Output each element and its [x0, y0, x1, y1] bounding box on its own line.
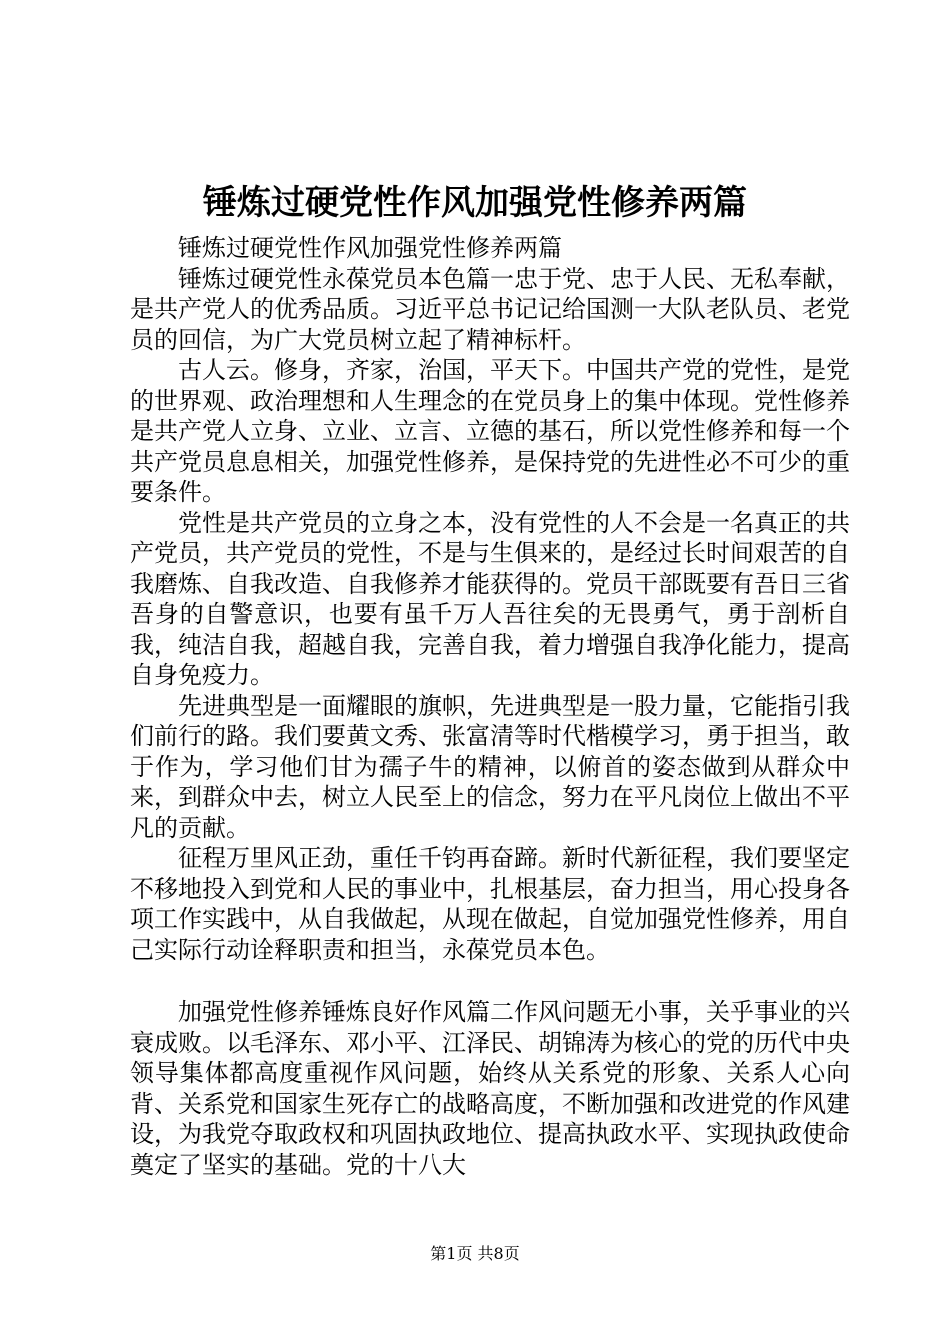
body-paragraph-6: 加强党性修养锤炼良好作风篇二作风问题无小事，关乎事业的兴衰成败。以毛泽东、邓小平、江泽民、胡锦涛为核心的党的历代中央领导集体都高度重视作风问题，始终从关系党的形象、关系人心向背、关系党和国家生死存亡的战略高度，不断加强和改进党的作风建设，为我党夺取政权和巩固执政地位、提高执政水平、实现执政使命奠定了坚实的基础。党的十八大 [130, 998, 850, 1179]
document-title: 锤炼过硬党性作风加强党性修养两篇 [203, 183, 747, 223]
body-paragraph-3: 党性是共产党员的立身之本，没有党性的人不会是一名真正的共产党员，共产党员的党性，不是与生俱来的，是经过长时间艰苦的自我磨炼、自我改造、自我修养才能获得的。党员干部既要有吾日三省吾身的自警意识，也要有虽千万人吾往矣的无畏勇气，勇于剖析自我，纯洁自我，超越自我，完善自我，着力增强自我净化能力，提高自身免疫力。 [130, 508, 850, 689]
document-body [130, 233, 850, 1180]
section-gap [130, 965, 850, 997]
body-paragraph-5: 征程万里风正劲，重任千钧再奋蹄。新时代新征程，我们要坚定不移地投入到党和人民的事业中，扎根基层，奋力担当，用心投身各项工作实践中，从自我做起，从现在做起，自觉加强党性修养，用自己实际行动诠释职责和担当，永葆党员本色。 [130, 844, 850, 964]
body-paragraph-4: 先进典型是一面耀眼的旗帜，先进典型是一股力量，它能指引我们前行的路。我们要黄文秀、张富清等时代楷模学习，勇于担当，敢于作为，学习他们甘为孺子牛的精神，以俯首的姿态做到从群众中来，到群众中去，树立人民至上的信念，努力在平凡岗位上做出不平凡的贡献。 [130, 691, 850, 842]
document-subtitle: 锤炼过硬党性作风加强党性修养两篇 [178, 234, 562, 262]
body-paragraph-1: 锤炼过硬党性永葆党员本色篇一忠于党、忠于人民、无私奉献，是共产党人的优秀品质。习近平总书记记给国测一大队老队员、老党员的回信，为广大党员树立起了精神标杆。 [130, 264, 850, 354]
page-footer: 第1页 共8页 [430, 1244, 520, 1263]
body-paragraph-2: 古人云。修身，齐家，治国，平天下。中国共产党的党性，是党的世界观、政治理想和人生理念的在党员身上的集中体现。党性修养是共产党人立身、立业、立言、立德的基石，所以党性修养和每一个共产党员息息相关，加强党性修养，是保持党的先进性必不可少的重要条件。 [130, 356, 850, 506]
